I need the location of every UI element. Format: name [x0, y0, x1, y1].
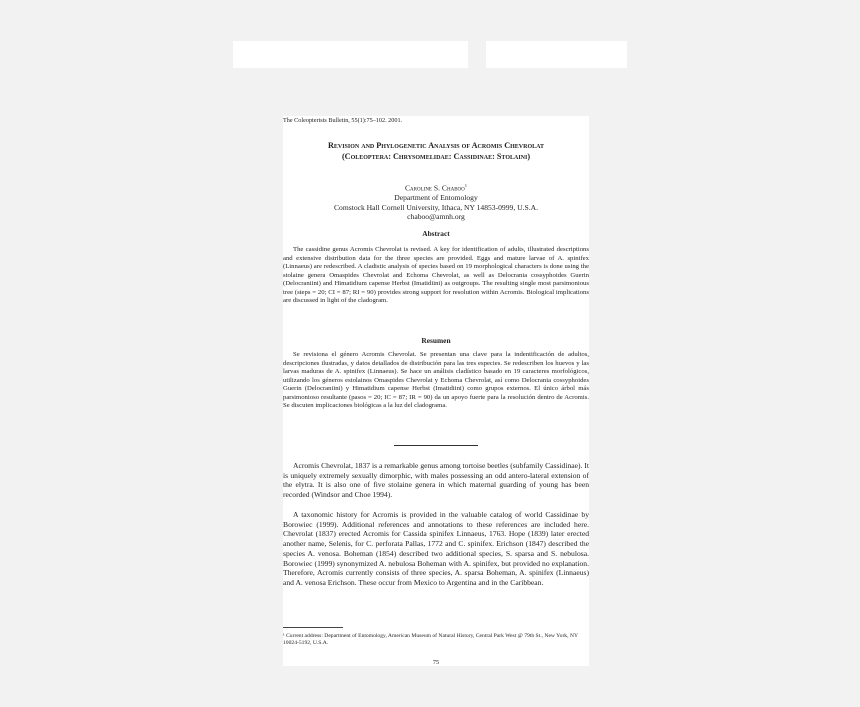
section-divider [394, 445, 478, 446]
abstract-text: The cassidine genus Acromis Chevrolat is revised. A key for identification of adults, illustrated descriptions and extensive distribution data for the three species are provided. Eggs and mature larvae of A. spinifex (Linnaeus) are redescribed. A cladistic analysis of species based on 19 morphological characters is done using the stolaine genera Omaspides Chevrolat and Echoma Chevrolat, as well as Delocrania cossyphoides Guerin (Delocraniini) and Himatidium capense Herbst (Imatidiini) as outgroups. The resulting single most parsimonious tree (steps = 20; CI = 87; RI = 90) provides strong support for resolution within Acromis. Biological implications are discussed in light of the cladogram. [283, 246, 589, 304]
journal-citation: The Coleopterists Bulletin, 55(1):75–102. 2001. [283, 117, 403, 124]
author-department: Department of Entomology [394, 193, 478, 203]
footnote: ¹ Current address: Department of Entomology, American Museum of Natural History, Central Park West @ 79th St., New York, NY 10024-5192, U.S.A. [283, 633, 578, 646]
paper-title-line-2: (Coleoptera: Chrysomelidae: Cassidinae: Stolaini) [341, 151, 531, 161]
paper-title [283, 141, 589, 162]
document-page [283, 116, 589, 666]
footnote-rule [283, 627, 343, 628]
top-banner-left [233, 41, 468, 68]
paper-title-line-1: Revision and Phylogenetic Analysis of Acromis Chevrolat [327, 141, 545, 150]
author-footnote-mark: 1 [464, 183, 468, 188]
body-paragraph-1: Acromis Chevrolat, 1837 is a remarkable genus among tortoise beetles (subfamily Cassidinae). It is uniquely extremely sexually dimorphic, with males possessing an odd antero-lateral extension of the elytra. It is also one of five stolaine genera in which maternal guarding of young has been recorded (Windsor and Choe 1994). [283, 461, 589, 500]
abstract-heading: Abstract [422, 229, 450, 238]
top-banner-right [486, 41, 627, 68]
page-number: 75 [432, 659, 440, 666]
author-block [283, 181, 589, 222]
author-name: Caroline S. Chaboo [404, 183, 465, 193]
author-email: chaboo@amnh.org [407, 212, 465, 222]
body-paragraph-2: A taxonomic history for Acromis is provided in the valuable catalog of world Cassidinae by Borowiec (1999). Additional references and annotations to these references are included here. Chevrolat (1837) erected Acromis for Cassida spinifex Linnaeus, 1763. Hope (1839) later erected another name, Selenis, for C. perforata Pallas, 1772 and C. spinifex. Erichson (1847) described the species A. venosa. Boheman (1854) described two additional species, S. sparsa and S. nebulosa. Borowiec (1999) synonymized A. nebulosa Boheman with A. spinifex, but provided no explanation. Therefore, Acromis currently consists of three species, A. sparsa Boheman, A. spinifex (Linnaeus) and A. venosa Erichson. These occur from Mexico to Argentina and in the Caribbean. [283, 510, 589, 587]
resumen-text: Se revisiona el género Acromis Chevrolat. Se presentan una clave para la indentificación de adultos, descripciones ilustradas, y datos detallados de distribución para las tres especies. Se redescriben los huevos y las larvas maduras de A. spinifex (Linnaeus). Se hace un análisis cladístico basado en 19 caracteres morfológicos, utilizando los géneros estolainos Omaspides Chevrolat y Echoma Chevrolat, así como Delocrania cossyphoides Guerin (Delocraniini) y Himatidium capense Herbst (Imatidiini) como grupos externos. El único árbol más parsimonioso resultante (pasos = 20; IC = 87; IR = 90) da un apoyo fuerte para la resolución dentro de Acromis. Se discuten implicaciones biológicas a la luz del cladograma. [283, 351, 589, 409]
resumen-heading: Resumen [421, 336, 451, 345]
author-address: Comstock Hall Cornell University, Ithaca, NY 14853-0999, U.S.A. [333, 202, 539, 212]
